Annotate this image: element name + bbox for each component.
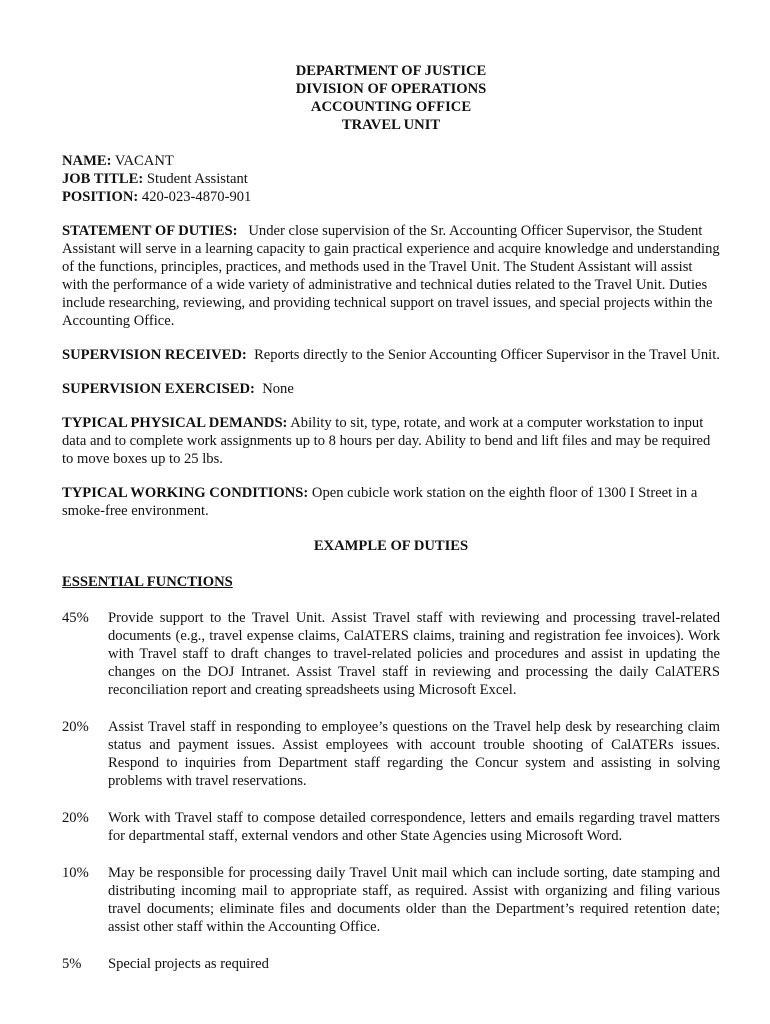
name-label: NAME: bbox=[62, 153, 112, 169]
position-info bbox=[62, 152, 720, 206]
statement-of-duties bbox=[62, 222, 720, 330]
duty-description: Provide support to the Travel Unit. Assist Travel staff with reviewing and processing travel-related documents (e.g., travel expense claims, CalATERS claims, training and registration fee invoices). Work with Travel staff to draft changes to travel-related policies and procedures and assist in updating the changes on the DOJ Intranet. Assist Travel staff in reviewing and processing the daily CalATERS reconciliation report and creating spreadsheets using Microsoft Excel. bbox=[108, 610, 720, 698]
physical-demands-label: TYPICAL PHYSICAL DEMANDS: bbox=[62, 415, 288, 431]
duty-description: Assist Travel staff in responding to employee’s questions on the Travel help desk by researching claim status and payment issues. Assist employees with account trouble shooting of CalATERs issues. Respond to inquiries from Department staff regarding the Concur system and assisting in solving problems with travel reservations. bbox=[108, 719, 720, 789]
header-division: DIVISION OF OPERATIONS bbox=[295, 81, 487, 97]
example-of-duties-title: EXAMPLE OF DUTIES bbox=[313, 538, 469, 554]
supervision-received-label: SUPERVISION RECEIVED: bbox=[62, 347, 247, 363]
duty-item bbox=[62, 955, 720, 973]
duty-item bbox=[62, 718, 720, 790]
position-label: POSITION: bbox=[62, 189, 139, 205]
working-conditions-text: Open cubicle work station on the eighth floor of 1300 I Street in a smoke-free environment. bbox=[62, 485, 698, 519]
duty-percentage: 5% bbox=[62, 956, 82, 972]
job-title-label: JOB TITLE: bbox=[62, 171, 144, 187]
duty-description: Work with Travel staff to compose detailed correspondence, letters and emails regarding travel matters for departmental staff, external vendors and other State Agencies using Microsoft Word. bbox=[108, 810, 720, 844]
supervision-received-text: Reports directly to the Senior Accounting Officer Supervisor in the Travel Unit. bbox=[254, 347, 720, 363]
working-conditions-label: TYPICAL WORKING CONDITIONS: bbox=[62, 485, 309, 501]
header-unit: TRAVEL UNIT bbox=[341, 117, 441, 133]
duties-list bbox=[62, 609, 720, 973]
duty-percentage: 10% bbox=[62, 865, 89, 881]
document-page bbox=[62, 62, 720, 992]
header-office: ACCOUNTING OFFICE bbox=[310, 99, 472, 115]
duty-percentage: 20% bbox=[62, 719, 89, 735]
physical-demands-text: Ability to sit, type, rotate, and work at a computer workstation to input data and to complete work assignments up to 8 hours per day. Ability to bend and lift files and may be required to move boxes up to 25 lbs. bbox=[62, 415, 711, 467]
supervision-received bbox=[62, 346, 720, 364]
physical-demands bbox=[62, 414, 720, 468]
duty-item bbox=[62, 809, 720, 845]
supervision-exercised bbox=[62, 380, 720, 398]
working-conditions bbox=[62, 484, 720, 520]
statement-label: STATEMENT OF DUTIES: bbox=[62, 223, 238, 239]
supervision-exercised-text: None bbox=[262, 381, 294, 397]
duty-item bbox=[62, 609, 720, 699]
duty-percentage: 20% bbox=[62, 810, 89, 826]
header-department: DEPARTMENT OF JUSTICE bbox=[295, 63, 487, 79]
job-title-line bbox=[62, 170, 720, 188]
name-value: VACANT bbox=[114, 153, 174, 169]
statement-text: Under close supervision of the Sr. Accounting Officer Supervisor, the Student Assistant will serve in a learning capacity to gain practical experience and acquire knowledge and understanding of the functions, principles, practices, and methods used in the Travel Unit. The Student Assistant will assist with the performance of a wide variety of administrative and technical duties related to the Travel Unit. Duties include researching, reviewing, and providing technical support on travel issues, and special projects within the Accounting Office. bbox=[62, 223, 720, 329]
supervision-exercised-label: SUPERVISION EXERCISED: bbox=[62, 381, 255, 397]
essential-functions-title: ESSENTIAL FUNCTIONS bbox=[62, 574, 233, 590]
position-line bbox=[62, 188, 720, 206]
document-header bbox=[62, 62, 720, 134]
position-value: 420-023-4870-901 bbox=[141, 189, 252, 205]
duty-description: Special projects as required bbox=[108, 956, 269, 972]
duty-item bbox=[62, 864, 720, 936]
job-title-value: Student Assistant bbox=[146, 171, 248, 187]
name-line bbox=[62, 152, 720, 170]
duty-percentage: 45% bbox=[62, 610, 89, 626]
duty-description: May be responsible for processing daily Travel Unit mail which can include sorting, date stamping and distributing incoming mail to appropriate staff, as required. Assist with organizing and filing various travel documents; eliminate files and documents older than the Department’s required retention date; assist other staff within the Accounting Office. bbox=[108, 865, 720, 935]
